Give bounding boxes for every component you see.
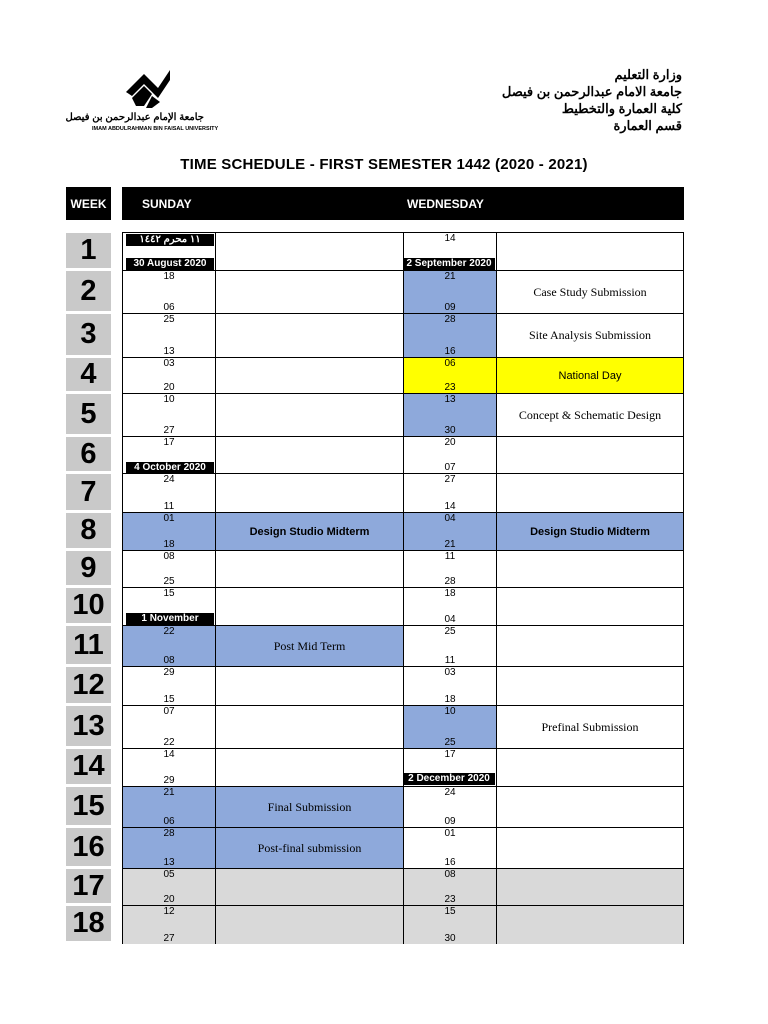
sunday-event-cell [216,906,404,944]
sunday-start-date: 25 [163,314,175,325]
week-number: 8 [66,513,111,548]
wednesday-start-date: 03 [444,667,456,678]
sunday-event-label [216,474,403,512]
wednesday-end-date: 23 [444,894,456,905]
sunday-start-date: 14 [163,749,175,760]
sunday-start-date: 21 [163,787,175,798]
sunday-end-date: 20 [163,382,175,393]
wednesday-event-cell [497,358,683,393]
sunday-date-cell [123,513,216,550]
month-tag-november: 1 November [126,613,214,625]
wednesday-date-cell [404,314,497,357]
wednesday-start-date: 08 [444,869,456,880]
sunday-start-date: 08 [163,551,175,562]
wednesday-end-date: 21 [444,539,456,550]
logo-english-text: IMAM ABDULRAHMAN BIN FAISAL UNIVERSITY [92,126,219,132]
month-tag-september: 2 September 2020 [403,258,495,270]
schedule-row [123,394,683,437]
sunday-event-cell [216,749,404,786]
sunday-date-cell [123,787,216,827]
wednesday-event-cell [497,869,683,905]
sunday-event-cell [216,588,404,625]
wednesday-end-date: 07 [444,462,456,473]
wednesday-end-date: 30 [444,933,456,944]
month-tag-august: 30 August 2020 [126,258,214,270]
week-number: 5 [66,394,111,434]
schedule-row [123,358,683,394]
wednesday-date-cell [404,358,497,393]
sunday-date-cell [123,667,216,705]
sunday-event-label [216,667,403,705]
week-number: 4 [66,358,111,391]
sunday-event-label [216,271,403,313]
week-number: 9 [66,551,111,585]
wednesday-event-label [497,787,683,827]
month-tag-december: 2 December 2020 [403,773,495,785]
sunday-date-cell [123,626,216,666]
wednesday-end-date: 16 [444,857,456,868]
wednesday-date-cell [404,626,497,666]
sunday-event-cell [216,394,404,436]
schedule-row [123,271,683,314]
wednesday-start-date: 15 [444,906,456,917]
wednesday-event-cell [497,828,683,868]
wednesday-start-date: 27 [444,474,456,485]
sunday-event-label [216,394,403,436]
wednesday-event-label: Case Study Submission [533,284,647,299]
wednesday-event-label [497,667,683,705]
sunday-date-cell [123,749,216,786]
wednesday-event-cell [497,706,683,748]
wednesday-date-cell [404,513,497,550]
sunday-end-date: 06 [163,302,175,313]
sunday-event-cell [216,787,404,827]
week-number: 12 [66,667,111,703]
wednesday-end-date: 23 [444,382,456,393]
wednesday-event-cell [497,551,683,587]
wednesday-start-date: 04 [444,513,456,524]
sunday-end-date: 13 [163,857,175,868]
sunday-end-date: 06 [163,816,175,827]
sunday-start-date: 15 [163,588,175,599]
wednesday-event-cell [497,394,683,436]
schedule-row [123,706,683,749]
wednesday-event-label [497,474,683,512]
wednesday-event-cell [497,749,683,786]
schedule-row [123,513,683,551]
sunday-date-cell [123,394,216,436]
wednesday-date-cell [404,437,497,473]
sunday-header-label: SUNDAY [142,197,192,211]
sunday-end-date: 08 [163,655,175,666]
wednesday-end-date: 09 [444,302,456,313]
week-column-header [66,187,111,220]
sunday-event-cell [216,474,404,512]
month-tag-october: 4 October 2020 [126,462,214,474]
week-number: 11 [66,626,111,664]
sunday-event-label: Post-final submission [257,840,362,855]
schedule-row [123,667,683,706]
university-emblem-icon [118,66,178,110]
sunday-event-cell [216,314,404,357]
days-column-header [122,187,684,220]
sunday-end-date: 25 [163,576,175,587]
week-number: 13 [66,706,111,746]
wednesday-event-label [497,828,683,868]
sunday-event-label: Final Submission [267,799,352,814]
wednesday-event-cell [497,437,683,473]
wednesday-event-label [497,551,683,587]
week-number: 2 [66,271,111,311]
department-line: قسم العمارة [613,118,682,133]
wednesday-event-cell [497,626,683,666]
week-number: 3 [66,314,111,355]
sunday-start-date: 12 [163,906,175,917]
wednesday-event-label [497,869,683,905]
wednesday-end-date: 11 [444,655,456,666]
sunday-event-cell [216,233,404,270]
sunday-event-label [216,906,403,944]
sunday-date-cell [123,828,216,868]
sunday-date-cell [123,551,216,587]
sunday-event-label [216,869,403,905]
sunday-start-date: 10 [163,394,175,405]
sunday-event-label [216,314,403,357]
week-number: 18 [66,906,111,941]
wednesday-event-cell [497,667,683,705]
wednesday-event-cell [497,906,683,944]
wednesday-event-label [497,749,683,786]
wednesday-start-date: 18 [444,588,456,599]
schedule-row [123,474,683,513]
week-number: 7 [66,474,111,510]
sunday-start-date: 18 [163,271,175,282]
wednesday-start-date: 25 [444,626,456,637]
wednesday-event-label: Design Studio Midterm [530,525,650,538]
wednesday-date-cell [404,706,497,748]
sunday-start-date: 01 [163,513,175,524]
wednesday-date-cell [404,474,497,512]
week-number: 10 [66,588,111,623]
wednesday-start-date: 24 [444,787,456,798]
sunday-end-date: 18 [163,539,175,550]
sunday-event-cell [216,271,404,313]
wednesday-event-label [497,588,683,625]
logo-arabic-text: جامعة الإمام عبدالرحمن بن فيصل [65,112,204,123]
schedule-row [123,314,683,358]
wednesday-date-cell [404,271,497,313]
sunday-event-label [216,749,403,786]
wednesday-end-date: 30 [444,425,456,436]
wednesday-end-date: 14 [444,501,456,512]
wednesday-event-cell [497,474,683,512]
sunday-event-cell [216,513,404,550]
sunday-end-date: 27 [163,933,175,944]
wednesday-event-label [497,233,683,270]
sunday-event-cell [216,869,404,905]
sunday-date-cell [123,906,216,944]
sunday-end-date: 11 [163,501,175,512]
week-number: 16 [66,828,111,866]
sunday-date-cell [123,271,216,313]
sunday-date-cell [123,706,216,748]
wednesday-start-date: 13 [444,394,456,405]
wednesday-date-cell [404,588,497,625]
sunday-event-cell [216,358,404,393]
sunday-start-date: 17 [163,437,175,448]
wednesday-end-date: 18 [444,694,456,705]
sunday-start-date: 07 [163,706,175,717]
sunday-event-cell [216,437,404,473]
schedule-row [123,551,683,588]
sunday-date-cell [123,474,216,512]
week-number: 14 [66,749,111,784]
wednesday-date-cell [404,667,497,705]
sunday-start-date: 05 [163,869,175,880]
schedule-table [122,232,684,944]
university-line: جامعة الامام عبدالرحمن بن فيصل [501,84,682,99]
sunday-event-label: Design Studio Midterm [249,525,370,538]
sunday-event-label [216,358,403,393]
wednesday-event-cell [497,271,683,313]
wednesday-start-date: 20 [444,437,456,448]
sunday-event-cell [216,828,404,868]
schedule-row [123,906,683,944]
week-number: 6 [66,437,111,471]
sunday-event-cell [216,551,404,587]
wednesday-event-cell [497,233,683,270]
sunday-event-label: Post Mid Term [273,638,346,653]
sunday-start-date: 29 [163,667,175,678]
sunday-date-cell [123,314,216,357]
week-number: 17 [66,869,111,903]
sunday-end-date: 27 [163,425,175,436]
sunday-date-cell [123,869,216,905]
wednesday-date-cell [404,551,497,587]
wednesday-start-date: 14 [444,233,456,244]
week-number: 15 [66,787,111,825]
wednesday-event-label: National Day [558,369,622,382]
wednesday-date-cell [404,787,497,827]
sunday-end-date: 13 [163,346,175,357]
wednesday-date-cell [404,394,497,436]
sunday-event-label [216,706,403,748]
wednesday-event-cell [497,787,683,827]
wednesday-event-label [497,626,683,666]
wednesday-start-date: 17 [444,749,456,760]
schedule-row [123,787,683,828]
ministry-line: وزارة التعليم [614,67,682,82]
sunday-end-date: 29 [163,775,175,786]
week-number: 1 [66,233,111,268]
ministry-header [502,66,682,134]
wednesday-start-date: 10 [444,706,456,717]
wednesday-date-cell [404,906,497,944]
wednesday-event-label: Site Analysis Submission [528,328,652,342]
wednesday-event-cell [497,588,683,625]
sunday-event-label [216,588,403,625]
wednesday-end-date: 16 [444,346,456,357]
sunday-start-date: 03 [163,358,175,369]
wednesday-start-date: 28 [444,314,456,325]
sunday-event-cell [216,706,404,748]
sunday-start-date: 28 [163,828,175,839]
wednesday-event-label [497,437,683,473]
sunday-event-label [216,233,403,270]
page-title: TIME SCHEDULE - FIRST SEMESTER 1442 (2020 - 2021) [180,156,588,173]
sunday-end-date: 22 [163,737,175,748]
university-logo [65,66,219,138]
schedule-row [123,626,683,667]
hijri-start-tag: ١١ محرم ١٤٤٢ [126,234,214,246]
wednesday-end-date: 04 [444,614,456,625]
wednesday-start-date: 01 [444,828,456,839]
sunday-end-date: 15 [163,694,175,705]
wednesday-event-label [497,906,683,944]
wednesday-start-date: 11 [444,551,456,562]
wednesday-event-label: Prefinal Submission [541,719,639,734]
wednesday-start-date: 06 [444,358,456,369]
sunday-event-cell [216,667,404,705]
wednesday-event-cell [497,314,683,357]
sunday-start-date: 24 [163,474,175,485]
wednesday-date-cell [404,869,497,905]
wednesday-end-date: 28 [444,576,456,587]
wednesday-event-cell [497,513,683,550]
sunday-start-date: 22 [163,626,175,637]
sunday-event-label [216,551,403,587]
wednesday-end-date: 09 [444,816,456,827]
week-header-label: WEEK [70,196,107,211]
wednesday-start-date: 21 [444,271,456,282]
college-line: كلية العمارة والتخطيط [561,101,682,116]
sunday-event-cell [216,626,404,666]
sunday-end-date: 20 [163,894,175,905]
sunday-date-cell [123,358,216,393]
wednesday-date-cell [404,828,497,868]
wednesday-event-label: Concept & Schematic Design [518,407,662,422]
sunday-event-label [216,437,403,473]
schedule-row [123,828,683,869]
schedule-row [123,869,683,906]
wednesday-end-date: 25 [444,737,456,748]
wednesday-header-label: WEDNESDAY [407,197,484,211]
